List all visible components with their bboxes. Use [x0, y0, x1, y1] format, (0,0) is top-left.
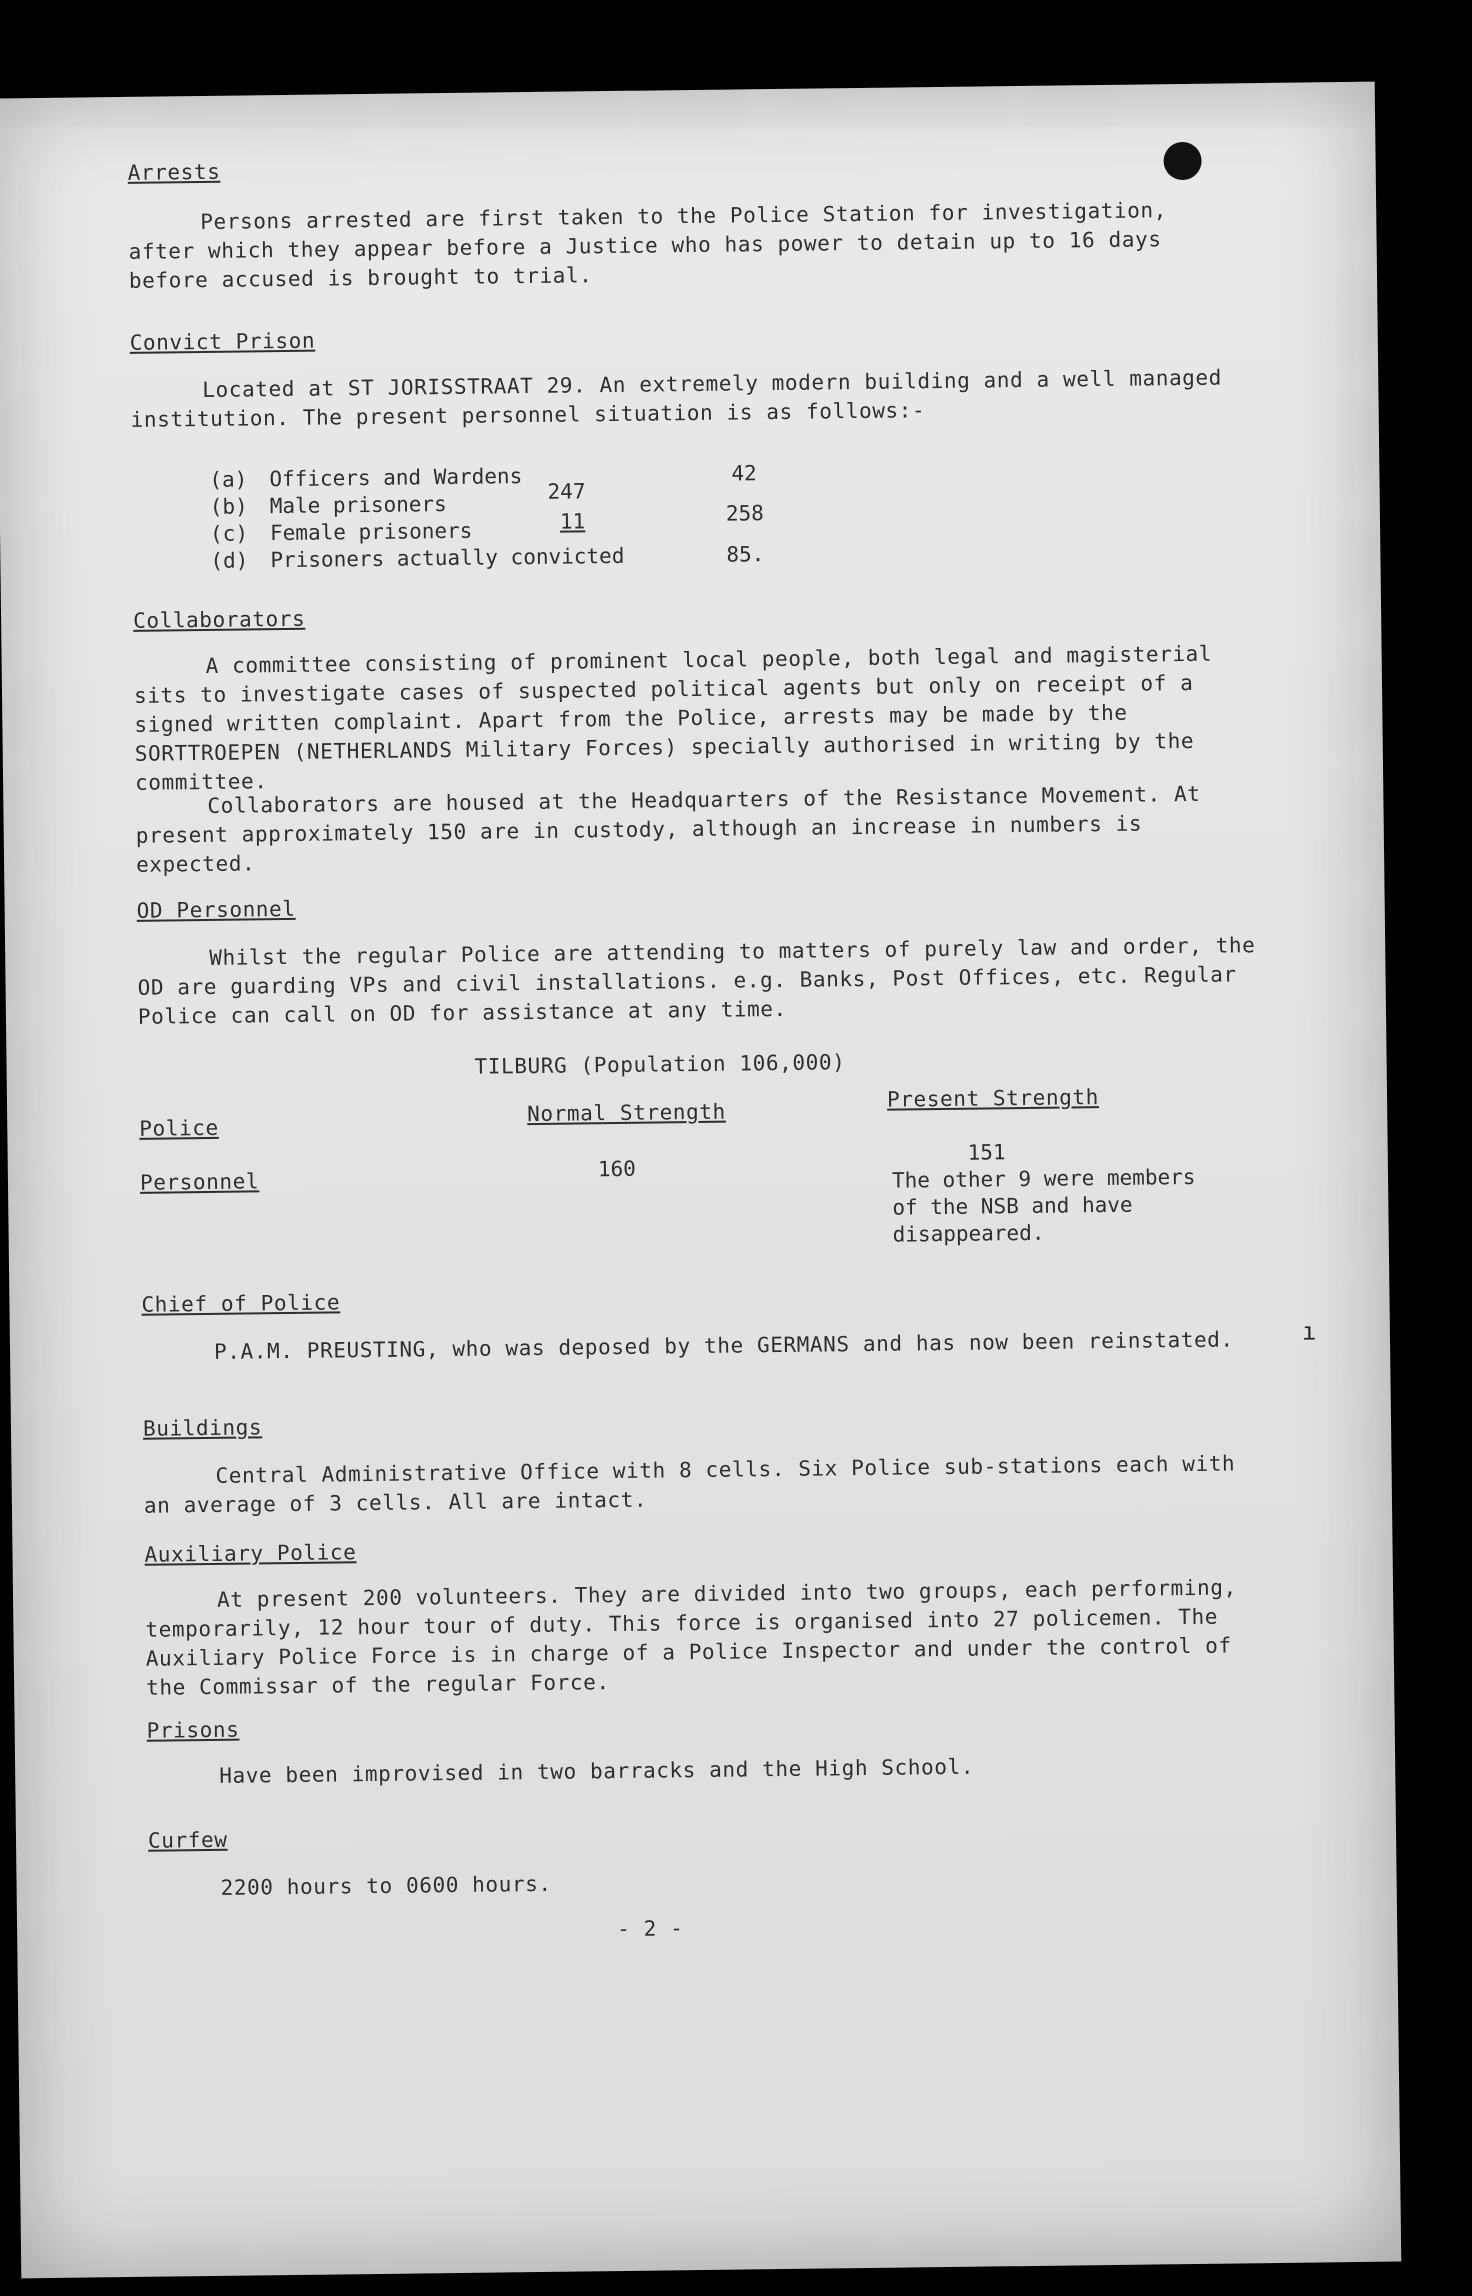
- list-item-label: Female prisoners: [269, 518, 473, 546]
- paragraph-chief-of-police: P.A.M. PREUSTING, who was deposed by the GERMANS and has now been reinstated.: [213, 1327, 1234, 1364]
- list-item-sub: 11: [559, 509, 586, 534]
- list-item-letter: (a): [209, 467, 248, 492]
- present-strength-value: 151: [967, 1140, 1006, 1165]
- list-item-letter: (d): [210, 548, 249, 573]
- heading-convict-prison: Convict Prison: [129, 328, 316, 355]
- paragraph-prisons: Have been improvised in two barracks and the High School.: [219, 1754, 975, 1788]
- column-header-police: Police: [139, 1115, 219, 1141]
- heading-arrests: Arrests: [127, 159, 221, 185]
- heading-collaborators: Collaborators: [132, 606, 306, 633]
- heading-prisons: Prisons: [146, 1717, 240, 1743]
- punch-hole: [1163, 142, 1201, 180]
- paragraph-buildings: Central Administrative Office with 8 cells. Six Police sub-stations each with an average of 3 cells. All are intact.: [143, 1451, 1236, 1518]
- normal-strength-value: 160: [597, 1156, 636, 1182]
- list-item-letter: (c): [209, 521, 249, 546]
- column-header-present-strength: Present Strength: [886, 1085, 1100, 1112]
- paragraph-auxiliary-police: At present 200 volunteers. They are divided into two groups, each performing, temporarily, 12 hour tour of duty. This force is organised into 27 policemen. The Auxiliary Police Force is in charge of a Police Inspector and under the control of the Commissar of the regular Force.: [145, 1575, 1237, 1700]
- paragraph-arrests: Persons arrested are first taken to the Police Station for investigation, after which they appear before a Justice who has power to detain up to 16 days before accused is brought to trial.: [128, 198, 1168, 293]
- scan-mark: ı: [1301, 1317, 1317, 1346]
- tilburg-title: TILBURG (Population 106,000): [474, 1050, 846, 1079]
- list-item-total: 42: [731, 461, 757, 486]
- present-strength-note: The other 9 were members of the NSB and have disappeared.: [891, 1164, 1196, 1247]
- list-item-letter: (b): [209, 494, 248, 519]
- list-item-total: 258: [725, 501, 764, 526]
- heading-auxiliary-police: Auxiliary Police: [144, 1540, 357, 1567]
- page-number: - 2 -: [616, 1916, 684, 1942]
- list-item-label: Prisoners actually convicted: [270, 543, 625, 573]
- heading-od-personnel: OD Personnel: [136, 896, 296, 923]
- paragraph-curfew: 2200 hours to 0600 hours.: [220, 1871, 552, 1900]
- list-item-label: Male prisoners: [269, 492, 447, 519]
- list-item-label: Officers and Wardens: [269, 464, 523, 492]
- paragraph-collaborators-2: Collaborators are housed at the Headquarters of the Resistance Movement. At present approximately 150 are in custody, although an increase in numbers is expected.: [135, 781, 1201, 877]
- heading-curfew: Curfew: [147, 1827, 228, 1853]
- heading-chief-of-police: Chief of Police: [141, 1290, 341, 1317]
- paragraph-od-personnel: Whilst the regular Police are attending to matters of purely law and order, the OD are guarding VPs and civil installations. e.g. Banks, Post Offices, etc. Regular Police can call on OD for assistance at any time.: [137, 933, 1256, 1029]
- list-item-sub: 247: [547, 479, 586, 504]
- list-item-total: 85.: [726, 542, 765, 567]
- paragraph-convict-prison: Located at ST JORISSTRAAT 29. An extremely modern building and a well managed institution. The present personnel situation is as follows:-: [130, 365, 1223, 432]
- row-label-personnel: Personnel: [139, 1169, 260, 1195]
- column-header-normal-strength: Normal Strength: [527, 1099, 726, 1127]
- heading-buildings: Buildings: [142, 1415, 263, 1441]
- document-page: [0, 82, 1401, 2279]
- paragraph-collaborators-1: A committee consisting of prominent local people, both legal and magisterial sits to investigate cases of suspected political agents but only on receipt of a signed written complaint. Apart from the Police, arrests may be made by the SORTTROEPEN (NETHERLANDS Military Forces) specially authorised in writing by the committee.: [133, 641, 1213, 795]
